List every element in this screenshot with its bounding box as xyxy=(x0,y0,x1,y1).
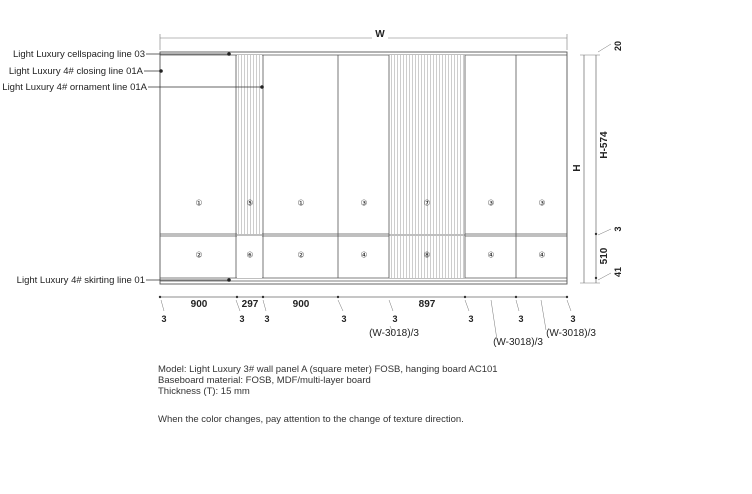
dim-900-a: 900 xyxy=(190,299,208,310)
panel-marker: ③ xyxy=(538,198,546,208)
gap-dim: 3 xyxy=(161,314,167,324)
gap-dim: 3 xyxy=(468,314,474,324)
lower-height-dim: 510 xyxy=(599,247,610,265)
panel-marker: ④ xyxy=(360,250,368,260)
callout-closing-line xyxy=(9,66,163,77)
panel-marker: ⑥ xyxy=(246,250,254,260)
panel-marker: ⑤ xyxy=(246,198,254,208)
callout-label: Light Luxury cellspacing line 03 xyxy=(12,49,145,60)
panel-marker: ③ xyxy=(360,198,368,208)
callout-label: Light Luxury 4# ornament line 01A xyxy=(2,82,147,93)
overall-width-label: W xyxy=(375,29,385,40)
note-line: Thickness (T): 15 mm xyxy=(158,386,250,397)
height-dim: H xyxy=(572,164,583,172)
overall-width-dimension xyxy=(160,28,567,50)
right-dimensions xyxy=(572,41,623,283)
callout-label: Light Luxury 4# closing line 01A xyxy=(8,66,143,77)
gap-dim: 3 xyxy=(341,314,347,324)
gap-dim: 3 xyxy=(570,314,576,324)
formula-dim: (W-3018)/3 xyxy=(546,328,596,339)
gap-dim: 3 xyxy=(239,314,245,324)
dim-900-b: 900 xyxy=(292,299,310,310)
gap-dim: 3 xyxy=(392,314,398,324)
bottom-dimensions xyxy=(159,296,597,348)
callout-label: Light Luxury 4# skirting line 01 xyxy=(16,275,145,286)
panel-marker: ④ xyxy=(538,250,546,260)
gap-dim: 3 xyxy=(518,314,524,324)
gap-dim: 3 xyxy=(264,314,270,324)
panel-marker: ② xyxy=(195,250,203,260)
panel-marker: ① xyxy=(195,198,203,208)
panel-marker: ⑦ xyxy=(423,198,431,208)
mid-gap-dim: 3 xyxy=(613,226,623,232)
panel-marker: ① xyxy=(297,198,305,208)
dim-897: 897 xyxy=(418,299,436,310)
panel-marker: ③ xyxy=(487,198,495,208)
formula-dim: (W-3018)/3 xyxy=(493,337,543,348)
dim-297: 297 xyxy=(241,299,259,310)
top-dim: 20 xyxy=(613,40,623,52)
base-dim: 41 xyxy=(613,266,623,278)
upper-height-dim: H-574 xyxy=(599,131,610,159)
panel-marker: ④ xyxy=(487,250,495,260)
footer-note: When the color changes, pay attention to the change of texture direction. xyxy=(158,414,464,425)
note-line: Baseboard material: FOSB, MDF/multi-layer board xyxy=(158,375,371,386)
note-line: Model: Light Luxury 3# wall panel A (square meter) FOSB, hanging board AC101 xyxy=(158,364,498,375)
panel-marker: ② xyxy=(297,250,305,260)
formula-dim: (W-3018)/3 xyxy=(369,328,419,339)
panel-marker: ⑧ xyxy=(423,250,431,260)
spec-notes xyxy=(158,364,498,425)
